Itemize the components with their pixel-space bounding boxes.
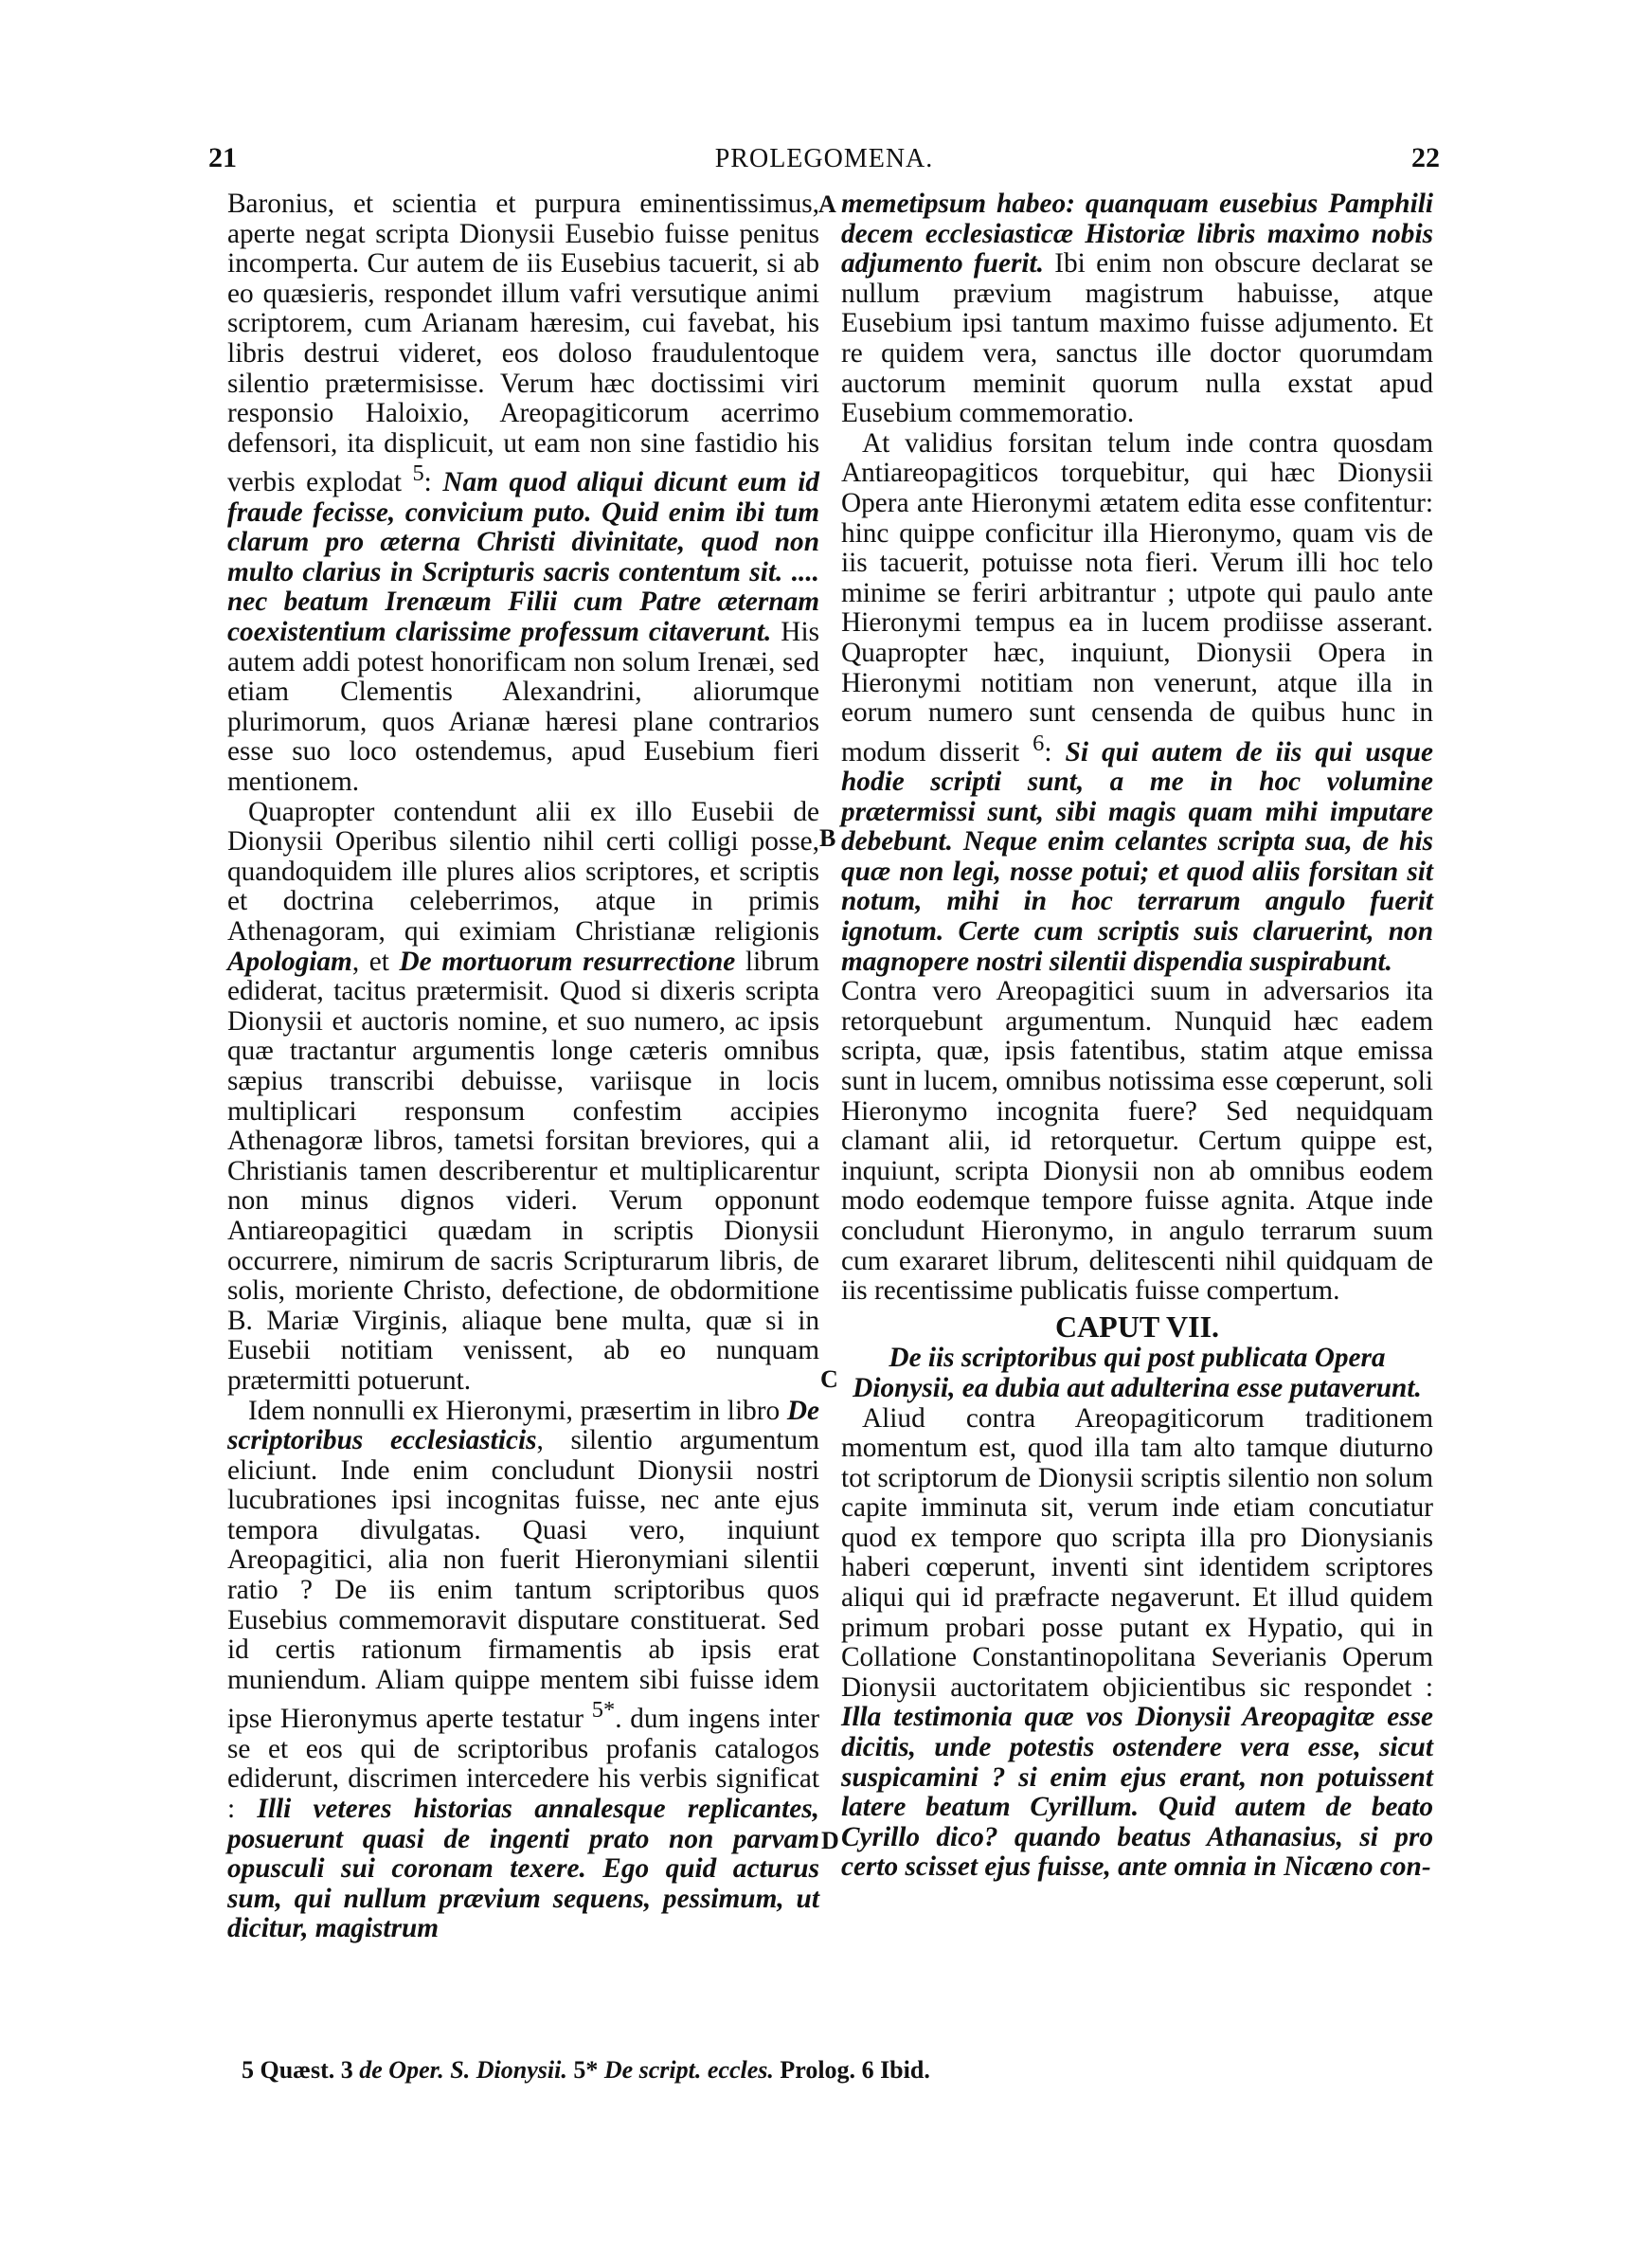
text-segment: At validius forsitan telum inde contra quosdam Antiareopagiticos torquebitur, qui hæc Dionysii Opera ante Hieronymi ætatem edita esse confitentur: hinc quippe conficitur illa Hieronymo, quam vis de iis tacuerit, potuisse nota fieri. Verum illi hoc telo minime se feriri arbitrantur ; utpote qui paulo ante Hieronymi tempus ea in lucem prodiisse asserant. Quapropter hæc, inquiunt, Dionysii Opera in Hieronymi notitiam non venerunt, atque illa in eorum numero sunt censenda de quibus hunc in modum disserit (841, 427, 1433, 767)
quotation-continuation: memetipsum habeo: quanquam eusebius Pamphili decem ecclesiasticæ Historiæ libris maximo nobis adjumento fuerit. (841, 189, 1433, 280)
paragraph-at-validius (841, 429, 1433, 977)
paragraph-memetipsum (841, 190, 1433, 429)
quotation-hypatius: Illa testimonia quæ vos Dionysii Areopagitæ esse dicitis, unde potestis ostendere vera esse, sicut suspicamini ? si enim ejus erant, non potuissent latere beatum Cyrillum. Quid autem de beato Cyrillo dico? quando beatus Athanasius, si pro certo scisset ejus fuisse, ante omnia in Nicæno con- (841, 1702, 1433, 1883)
margin-marker-c: C (820, 1365, 838, 1393)
quotation-hieronymus: Illi veteres historias annalesque replicantes, posuerunt quasi de ingenti prato non parvam opusculi sui coronam texere. Ego quid acturus sum, qui nullum prævium sequens, pessimum, ut dicitur, magistrum (227, 1794, 820, 1944)
text-segment: Idem nonnulli ex Hieronymi, præsertim in libro (248, 1395, 787, 1426)
chapter-heading: CAPUT VII. (1054, 1309, 1220, 1344)
quotation-si-qui-autem: Si qui autem de iis qui usque hodie scripti sunt, a me in hoc volumine prætermissi sunt, sibi magis quam mihi imputare debebunt. Neque enim celantes scripta sua, de his quæ non legi, nosse potui; et quod aliis forsitan sit notum, mihi in hoc terrarum angulo fuerit ignotum. Certe cum scriptis suis claruerint, non magnopere nostri silentii dispendia suspirabunt. (841, 736, 1434, 977)
page-number-right: 22 (1411, 142, 1440, 173)
running-title: PROLEGOMENA. (714, 144, 934, 173)
text-segment: . dum ingens inter se et eos qui de scriptoribus profanis catalogos ediderunt, discrimen intercedere his verbis significat : (227, 1704, 819, 1824)
text-segment: : (423, 467, 443, 498)
text-segment: , et (351, 946, 400, 977)
text-segment: Quapropter contendunt alii ex illo Eusebii de Dionysii Operibus silentio nihil certi colligi posse, quandoquidem ille plures alios scriptores, et scriptis et doctrina celeberrimos, atque in primis Athenagoram, qui eximiam Christianæ religionis (227, 796, 819, 948)
paragraph-quapropter (227, 798, 819, 1397)
text-segment: : (1044, 736, 1066, 767)
footnote-number-5: 5 (242, 2056, 254, 2084)
paragraph-baronius (227, 190, 819, 798)
margin-marker-d: D (821, 1827, 839, 1854)
text-segment: Ibi enim non obscure declarat se nullum prævium magistrum habuisse, atque Eusebium ipsi tantum maximo fuisse adjumento. Et re quidem vera, sanctus ille doctor quorumdam auctorum meminit quorum nulla exstat apud Eusebium commemoratio. (841, 248, 1433, 429)
paragraph-aliud-contra (841, 1404, 1433, 1884)
footnote-number-5-star: 5* (566, 2056, 599, 2084)
footnote-number-6: 6 (855, 2056, 874, 2084)
chapter-subtitle: De iis scriptoribus qui post publicata Opera Dionysii, ea dubia aut adulterina esse putaverunt. (853, 1343, 1422, 1403)
footnote-text: Prolog. (773, 2056, 856, 2084)
footnote-ref-5: 5 (412, 460, 424, 487)
right-column (841, 190, 1433, 2037)
paragraph-idem-nonnulli (227, 1397, 819, 1944)
work-title-de-scriptoribus: De scriptoribus ecclesiasticis (227, 1395, 819, 1456)
left-column (227, 190, 819, 2037)
page-number-left: 21 (208, 142, 237, 173)
page-header (208, 142, 1440, 180)
footnote-ref-6: 6 (1032, 730, 1045, 756)
margin-marker-b: B (819, 824, 836, 852)
text-segment: librum ediderat, tacitus prætermisit. Quod si dixeris scripta Dionysii et auctoris nomine, et suo numero, ac ipsis quæ tractantur argumentis longe cæteris omnibus sæpius transcribi debuisse, variisque in locis multiplicari responsum confestim accipies Athenagoræ libros, tametsi forsitan breviores, qui a Christianis tamen describerentur et multiplicarentur non minus dignos videri. Verum opponunt Antiareopagitici quædam in scriptis Dionysii occurrere, nimirum de sacris Scripturarum libris, de solis, moriente Christo, defectione, de obdormitione B. Mariæ Virginis, aliaque bene multa, quæ si in Eusebii notitiam venissent, ab eo nunquam prætermitti potuerunt. (227, 946, 819, 1396)
margin-marker-a: A (818, 190, 836, 218)
text-segment: Baronius, et scientia et purpura eminentissimus, aperte negat scripta Dionysii Eusebio fuisse penitus incomperta. Cur autem de iis Eusebius tacuerit, si ab eo quæsieris, respondet illum vafri versutique animi scriptorem, cum Arianam hæresim, cui favebat, his libris destrui videret, eos doloso fraudulentoque silentio prætermisisse. Verum hæc doctissimi viri responsio Haloixio, Areopagiticorum acerrimo defensori, ita displicuit, ut eam non sine fastidio his verbis explodat (227, 189, 819, 498)
footnote-ref-5-star: 5* (591, 1697, 616, 1724)
footnotes (242, 2056, 1435, 2085)
footnote-text: Ibid. (873, 2056, 930, 2084)
paragraph-contra-vero: Contra vero Areopagitici suum in adversarios ita retorquebunt argumentum. Nunquid hæc eadem scripta, quæ, ipsis fatentibus, statim atque emissa sunt in lucem, omnibus notissima esse cœperunt, soli Hieronymo incognita fuere? Sed nequidquam clamant alii, id retorquetur. Certum quippe est, inquiunt, scripta Dionysii non ab omnibus eodem modo eodemque tempore fuisse agnita. Atque inde concludunt Hieronymo, in angulo terrarum suum cum exararet librum, delitescenti nihil quidquam de iis recentissime publicatis fuisse compertum. (841, 976, 1433, 1307)
footnote-text: Quæst. 3 (254, 2056, 360, 2084)
text-segment: , silentio argumentum eliciunt. Inde enim concludunt Dionysii nostri lucubrationes ipsi incognitas fuisse, nec ante ejus tempora divulgatas. Quasi vero, inquiunt Areopagitici, alia non fuerit Hieronymiani silentii ratio ? De iis enim tantum scriptoribus quos Eusebius commemoravit disputare constituerat. Sed id certis rationum firmamentis ab ipsis erat muniendum. Aliam quippe mentem sibi fuisse idem ipse Hieronymus aperte testatur (227, 1425, 819, 1735)
quotation-haloixius: Nam quod aliqui dicunt eum id fraude fecisse, convicium puto. Quid enim ibi tum clarum pro æterna Christi divinitate, quod non multo clarius in Scripturis sacris contentum sit. .... nec beatum Irenæum Filii cum Patre æternam coexistentium clarissime professum citaverunt. (227, 467, 819, 648)
footnote-text: De script. eccles. (598, 2056, 774, 2084)
footnote-text: de Oper. S. Dionysii. (359, 2056, 567, 2084)
work-title-resurrectione: De mortuorum resurrectione (399, 946, 736, 977)
work-title-apologia: Apologiam (227, 946, 352, 977)
text-segment: His autem addi potest honorificam non solum Irenæi, sed etiam Clementis Alexandrini, aliorumque plurimorum, quos Arianæ hæresi plane contrarios esse suo loco ostendemus, apud Eusebium fieri mentionem. (227, 617, 819, 798)
text-segment: Aliud contra Areopagiticorum traditionem momentum est, quod illa tam alto tamque diuturno tot scriptorum de Dionysii scriptis silentio non solum capite imminuta sit, verum inde etiam concutiatur quod ex tempore quo scripta illa pro Dionysianis haberi cœperunt, inventi sint identidem scriptores aliqui qui id præfracte negaverunt. Et illud quidem primum probari posse putant ex Hypatio, qui in Collatione Constantinopolitana Severianis Operum Dionysii auctoritatem objicientibus sic respondet : (841, 1402, 1433, 1703)
